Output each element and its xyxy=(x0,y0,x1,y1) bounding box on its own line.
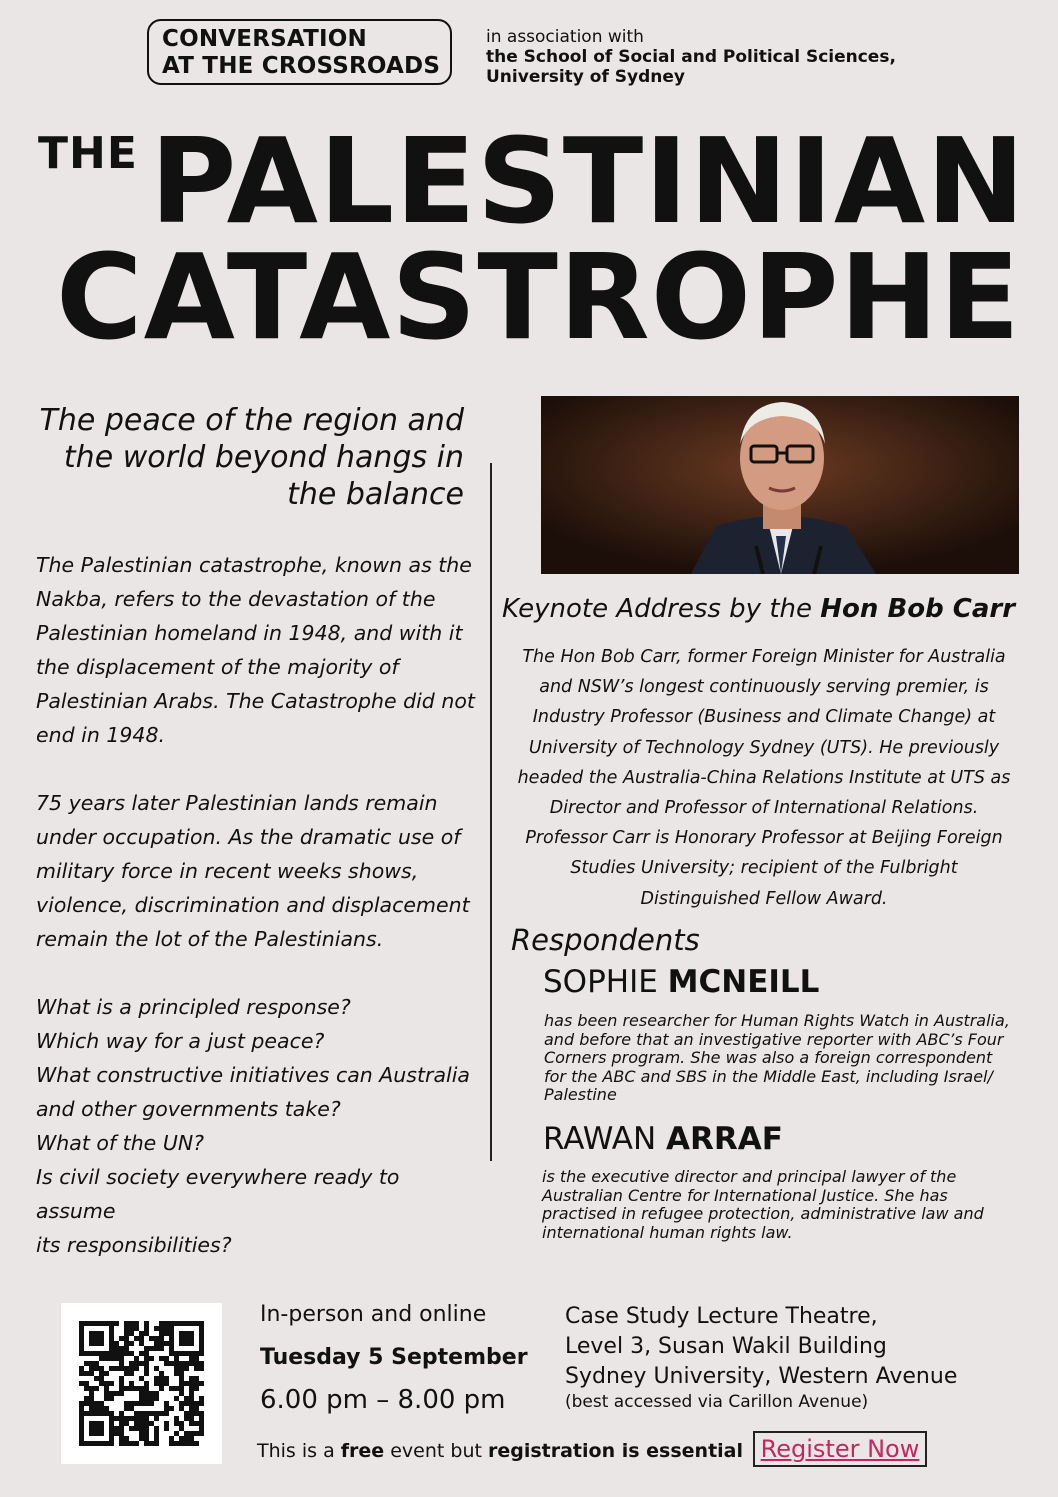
title-the: THE xyxy=(38,128,138,179)
respondents-heading: Respondents xyxy=(511,923,700,957)
bio-line: Professor Carr is Honorary Professor at Beijing Foreign xyxy=(525,828,1003,849)
tagline-line: The peace of the region and xyxy=(39,403,464,438)
respondent-bio-line: for the ABC and SBS in the Middle East, including Israel/ xyxy=(544,1066,993,1086)
respondent-2-last: ARRAF xyxy=(666,1121,783,1157)
intro-line: military force in recent weeks shows, xyxy=(36,859,419,883)
question-line: Is civil society everywhere ready to assume xyxy=(36,1165,400,1223)
respondent-bio-line: is the executive director and principal lawyer of the xyxy=(542,1167,957,1186)
respondent-1-last: MCNEILL xyxy=(667,964,820,1000)
keynote-speaker-name: Hon Bob Carr xyxy=(820,594,1016,624)
bio-line: Studies University; recipient of the Fulbright xyxy=(570,858,958,879)
intro-line: end in 1948. xyxy=(36,723,166,747)
intro-questions xyxy=(36,990,476,1262)
intro-line: Nakba, refers to the devastation of the xyxy=(36,587,436,611)
series-logo-box xyxy=(147,19,452,85)
venue-line: Case Study Lecture Theatre, xyxy=(565,1304,878,1329)
tagline xyxy=(18,402,464,513)
respondent-bio-line: and before that an investigative reporter with ABC’s Four xyxy=(544,1029,1004,1049)
keynote-bio xyxy=(516,642,1012,914)
question-line: What of the UN? xyxy=(36,1131,205,1155)
event-date: Tuesday 5 September xyxy=(260,1345,528,1370)
event-format: In-person and online xyxy=(260,1302,487,1327)
venue-line: Sydney University, Western Avenue xyxy=(565,1364,958,1389)
event-venue xyxy=(565,1302,957,1392)
question-line: Which way for a just peace? xyxy=(36,1029,325,1053)
venue-line: Level 3, Susan Wakil Building xyxy=(565,1334,887,1359)
respondent-bio-line: has been researcher for Human Rights Watch in Australia, xyxy=(544,1011,1010,1030)
respondent-bio-line: Australian Centre for International Justice. She has xyxy=(542,1185,948,1205)
question-line: its responsibilities? xyxy=(36,1233,232,1257)
intro-line: 75 years later Palestinian lands remain xyxy=(36,791,438,815)
title-line2: CATASTROPHE xyxy=(56,228,1021,366)
association-intro: in association with xyxy=(486,27,644,47)
bio-line: The Hon Bob Carr, former Foreign Minister for Australia xyxy=(522,647,1006,667)
bio-line: Distinguished Fellow Award. xyxy=(640,888,888,909)
bio-line: University of Technology Sydney (UTS). He previously xyxy=(528,737,1000,758)
respondent-bio-line: practised in refugee protection, administrative law and xyxy=(542,1204,984,1223)
respondent-2-name xyxy=(543,1121,783,1157)
series-name-line1: CONVERSATION xyxy=(162,26,367,52)
intro-line: violence, discrimination and displacement xyxy=(36,893,470,917)
bio-line: Director and Professor of International Relations. xyxy=(549,798,979,819)
registration-prefix: This is a xyxy=(257,1440,341,1462)
respondent-1-bio xyxy=(544,1012,1044,1105)
intro-paragraph-2 xyxy=(36,786,476,956)
registration-notice xyxy=(257,1440,743,1462)
intro-line: Palestinian Arabs. The Catastrophe did not xyxy=(36,689,475,713)
respondent-bio-line: Palestine xyxy=(544,1085,617,1104)
tagline-line: the world beyond hangs in xyxy=(63,440,464,475)
question-line: and other governments take? xyxy=(36,1097,341,1121)
intro-line: remain the lot of the Palestinians. xyxy=(36,927,384,951)
title-line1: PALESTINIAN xyxy=(150,112,1026,250)
column-divider xyxy=(490,463,492,1161)
qr-code[interactable] xyxy=(61,1303,222,1464)
keynote-prefix: Keynote Address by the xyxy=(502,594,821,624)
question-line: What constructive initiatives can Australia xyxy=(36,1063,470,1087)
tagline-line: the balance xyxy=(287,477,464,512)
intro-line: The Palestinian catastrophe, known as the xyxy=(36,553,472,577)
event-time: 6.00 pm – 8.00 pm xyxy=(260,1385,506,1415)
association-text xyxy=(486,27,896,87)
intro-line: under occupation. As the dramatic use of xyxy=(36,825,461,849)
speaker-photo xyxy=(541,396,1019,574)
respondent-1-first: SOPHIE xyxy=(543,964,668,1000)
respondent-1-name xyxy=(543,964,819,1000)
association-university: University of Sydney xyxy=(486,67,686,87)
intro-line: Palestinian homeland in 1948, and with it xyxy=(36,621,463,645)
registration-essential: registration is essential xyxy=(487,1440,744,1462)
intro-text xyxy=(36,548,476,1262)
respondent-bio-line: international human rights law. xyxy=(542,1222,793,1242)
respondent-bio-line: Corners program. She was also a foreign correspondent xyxy=(544,1048,993,1067)
bio-line: headed the Australia-China Relations Institute at UTS as xyxy=(517,767,1011,788)
register-now-button[interactable]: Register Now xyxy=(753,1431,927,1467)
registration-middle: event but xyxy=(384,1440,488,1462)
bio-line: and NSW’s longest continuously serving premier, is xyxy=(539,677,989,698)
keynote-heading xyxy=(502,594,1015,624)
series-name-line2: AT THE CROSSROADS xyxy=(162,53,441,79)
qr-code-icon xyxy=(61,1303,222,1464)
respondent-2-first: RAWAN xyxy=(543,1121,667,1157)
intro-paragraph-1 xyxy=(36,548,476,752)
question-line: What is a principled response? xyxy=(36,995,351,1019)
bio-line: Industry Professor (Business and Climate Change) at xyxy=(532,707,996,728)
venue-access-note: (best accessed via Carillon Avenue) xyxy=(565,1392,869,1412)
registration-free: free xyxy=(340,1440,385,1462)
intro-line: the displacement of the majority of xyxy=(36,655,399,679)
association-school: the School of Social and Political Sciences, xyxy=(486,47,896,67)
respondent-2-bio xyxy=(542,1168,1032,1242)
